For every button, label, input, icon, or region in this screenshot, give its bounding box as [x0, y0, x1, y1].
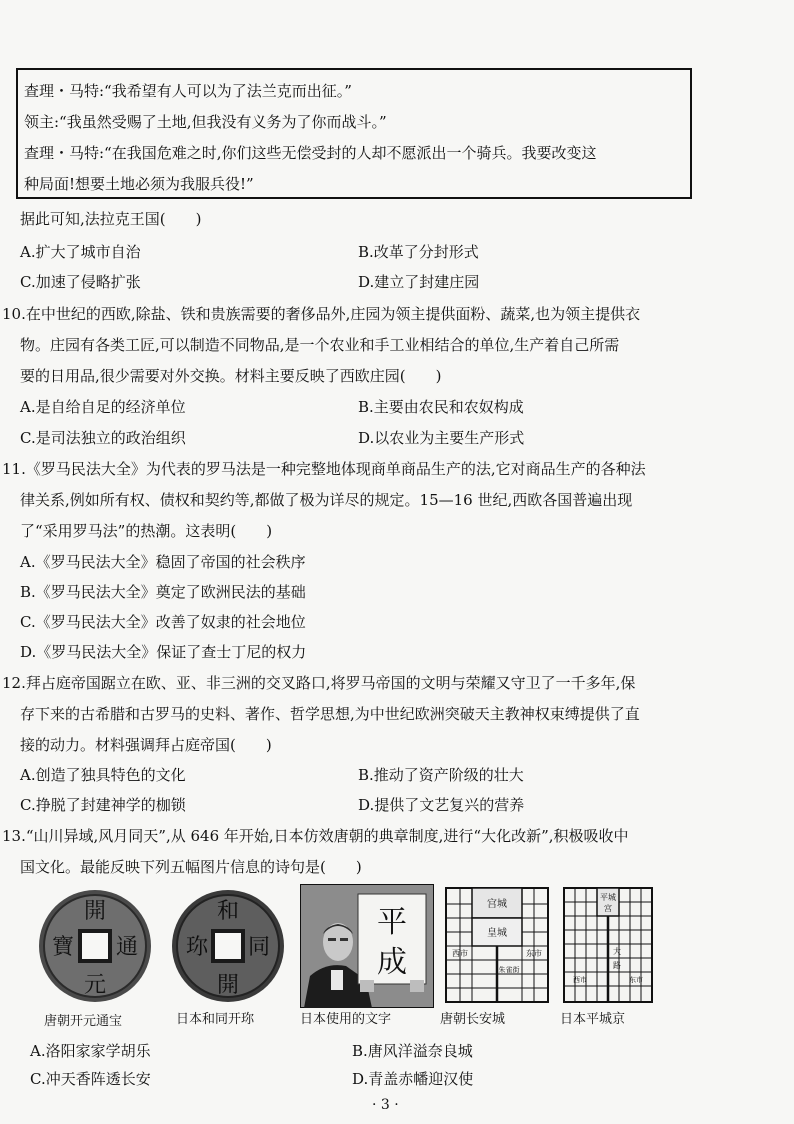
sign-char-1: 平: [377, 905, 407, 940]
q10-option-d: D.以农业为主要生产形式: [358, 429, 525, 447]
figure-tang-coin: [30, 888, 160, 1008]
coin1-char-top: 開: [83, 899, 107, 924]
coin1-char-right: 通: [115, 935, 139, 960]
map-label-west-market: 西市: [452, 949, 468, 958]
map-icon: [560, 884, 656, 1006]
q10-option-c: C.是司法独立的政治组织: [20, 429, 186, 447]
q13-stem-line: 13.“山川异域,风月同天”,从 646 年开始,日本仿效唐朝的典章制度,进行“大化改新”,积极吸收中: [2, 827, 629, 845]
figure-heijo-map: [560, 884, 656, 1006]
q11-option-c: C.《罗马民法大全》改善了奴隶的社会地位: [20, 613, 306, 631]
map-label-imperial: 皇城: [487, 928, 507, 939]
q9-option-b: B.改革了分封形式: [358, 243, 479, 261]
q11-stem-line: 律关系,例如所有权、债权和契约等,都做了极为详尽的规定。15—16 世纪,西欧各国普遍出现: [20, 491, 633, 509]
caption-japan-coin: 日本和同开珎: [176, 1012, 255, 1027]
map-label-palace: 宫城: [487, 899, 507, 910]
q12-option-d: D.提供了文艺复兴的营养: [358, 796, 525, 814]
q11-stem-line: 11.《罗马民法大全》为代表的罗马法是一种完整地体现商单商品生产的法,它对商品生产的各种法: [2, 460, 646, 478]
figure-changan-map: [442, 884, 552, 1006]
map-label-lu: 路: [613, 961, 621, 970]
sign-char-2: 成: [377, 945, 407, 980]
q12-stem-line: 存下来的古希腊和古罗马的史料、著作、哲学思想,为中世纪欧洲突破天主教神权束缚提供了直: [20, 705, 640, 723]
map-label-east-market: 东市: [526, 949, 542, 958]
q12-option-c: C.挣脱了封建神学的枷锁: [20, 796, 186, 814]
map-label-zhuque-street: 朱雀街: [498, 966, 520, 974]
q12-option-a: A.创造了独具特色的文化: [20, 766, 186, 784]
q11-option-b: B.《罗马民法大全》奠定了欧洲民法的基础: [20, 583, 306, 601]
q10-option-b: B.主要由农民和农奴构成: [358, 398, 524, 416]
q13-option-b: B.唐风洋溢奈良城: [352, 1042, 473, 1060]
map-icon: [442, 884, 552, 1006]
q10-stem-line: 物。庄园有各类工匠,可以制造不同物品,是一个农业和手工业相结合的单位,生产着自己所需: [20, 336, 620, 354]
quote-line: 领主:“我虽然受赐了土地,但我没有义务为了你而战斗。”: [24, 113, 387, 131]
q10-stem-line: 要的日用品,很少需要对外交换。材料主要反映了西欧庄园( ): [20, 367, 442, 385]
quote-line: 查理・马特:“我希望有人可以为了法兰克而出征。”: [24, 82, 352, 100]
q12-stem-line: 接的动力。材料强调拜占庭帝国( ): [20, 736, 272, 754]
q11-option-a: A.《罗马民法大全》稳固了帝国的社会秩序: [20, 553, 306, 571]
photo-image: [300, 884, 434, 1008]
coin1-char-bottom: 元: [83, 973, 107, 998]
q10-stem-line: 10.在中世纪的西欧,除盐、铁和贵族需要的奢侈品外,庄园为领主提供面粉、蔬菜,也为领主提供衣: [2, 305, 641, 323]
q12-option-b: B.推动了资产阶级的壮大: [358, 766, 524, 784]
quote-line: 种局面!想要土地必须为我服兵役!”: [24, 175, 254, 193]
caption-changan: 唐朝长安城: [440, 1012, 506, 1027]
map-label-da: 大: [613, 947, 621, 956]
map-label-heijo: 平城: [600, 893, 616, 902]
coin2-char-bottom: 開: [216, 973, 240, 998]
coin2-char-left: 珎: [185, 935, 209, 960]
q9-option-a: A.扩大了城市自治: [20, 243, 141, 261]
page-number: · 3 ·: [372, 1097, 399, 1113]
q11-stem-line: 了“采用罗马法”的热潮。这表明( ): [20, 522, 273, 540]
caption-tang-coin: 唐朝开元通宝: [44, 1014, 123, 1029]
map-label-west-market: 西市: [573, 976, 587, 984]
coin2-char-top: 和: [216, 899, 240, 924]
q10-option-a: A.是自给自足的经济单位: [20, 398, 186, 416]
q13-option-a: A.洛阳家家学胡乐: [30, 1042, 151, 1060]
q9-option-c: C.加速了侵略扩张: [20, 273, 141, 291]
map-label-east-market: 东市: [629, 976, 643, 984]
coin-icon: [30, 888, 160, 1008]
q12-stem-line: 12.拜占庭帝国踞立在欧、亚、非三洲的交叉路口,将罗马帝国的文明与荣耀又守卫了一千多年,保: [2, 674, 636, 692]
coin2-char-right: 同: [247, 935, 271, 960]
figure-japan-coin: [168, 888, 288, 1008]
caption-heijo: 日本平城京: [560, 1012, 626, 1027]
q13-stem-line: 国文化。最能反映下列五幅图片信息的诗句是( ): [20, 858, 362, 876]
quote-box: [16, 68, 692, 199]
q9-option-d: D.建立了封建庄园: [358, 273, 480, 291]
q13-option-d: D.青盖赤幡迎汉使: [352, 1070, 474, 1088]
caption-heisei-script: 日本使用的文字: [300, 1012, 392, 1027]
quote-line: 查理・马特:“在我国危难之时,你们这些无偿受封的人却不愿派出一个骑兵。我要改变这: [24, 144, 597, 162]
q13-option-c: C.冲天香阵透长安: [30, 1070, 151, 1088]
coin1-char-left: 寶: [51, 935, 75, 960]
q9-stem: 据此可知,法拉克王国( ): [20, 210, 202, 228]
q11-option-d: D.《罗马民法大全》保证了查士丁尼的权力: [20, 643, 307, 661]
figure-heisei-photo: [300, 884, 434, 1008]
coin-icon: [168, 888, 288, 1008]
map-label-palace: 宫: [604, 904, 612, 913]
